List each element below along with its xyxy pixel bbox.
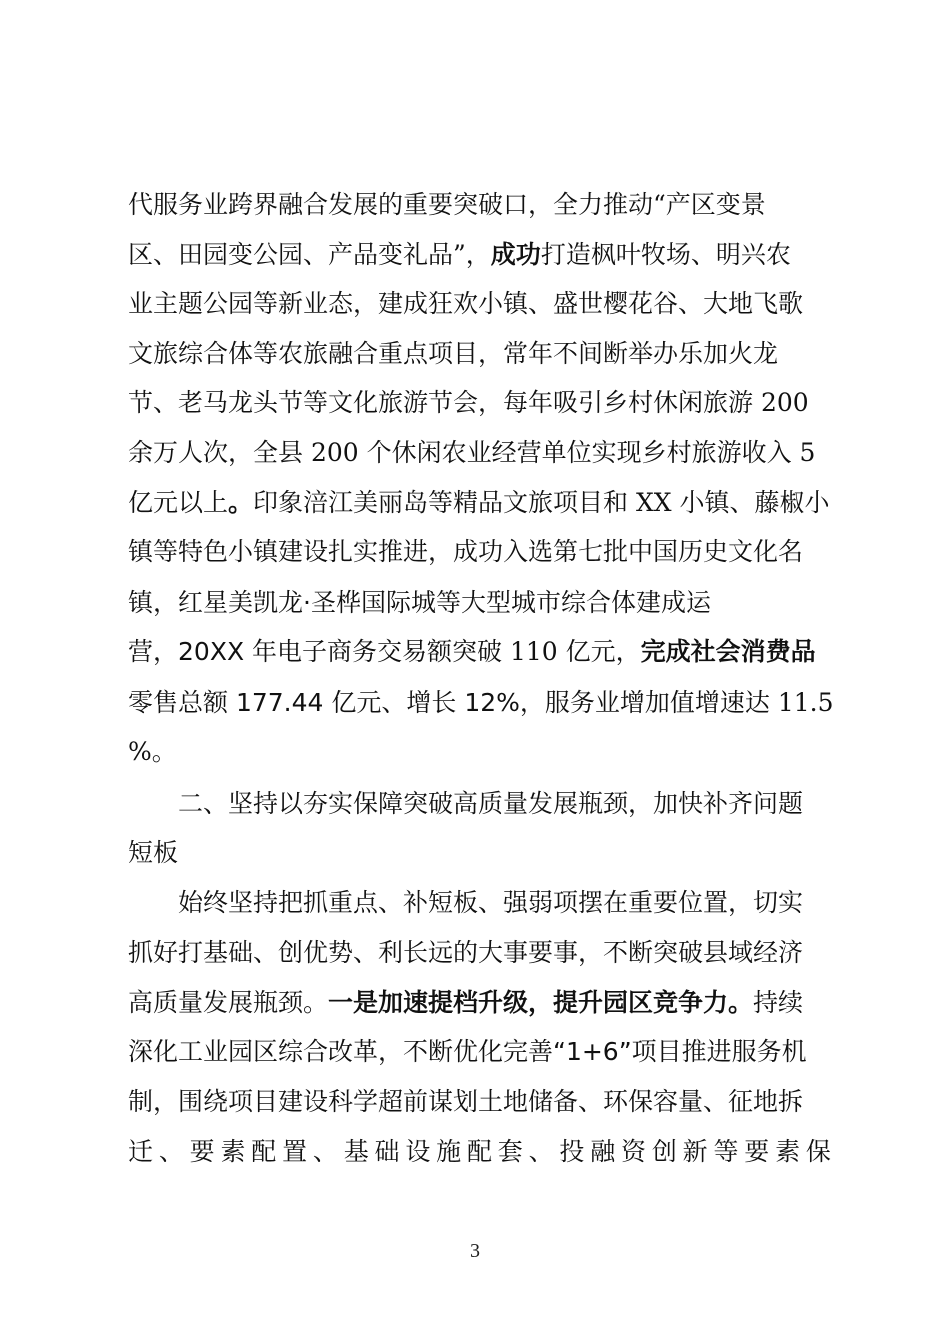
text-line: [128, 986, 803, 1020]
text-span: 余万人次，全县 200 个休闲农业经营单位实现乡村旅游收入 5: [128, 438, 816, 467]
text-char: 创: [651, 1137, 677, 1166]
text-span: 高质量发展瓶颈。: [128, 988, 329, 1017]
text-line: [128, 436, 815, 470]
text-span: 镇，红星美凯龙·圣桦国际城等大型城市综合体建成运: [128, 588, 711, 617]
bold-text-span: 完成社会消费品: [640, 637, 816, 666]
text-char: 等: [713, 1137, 739, 1166]
text-line: [128, 287, 803, 321]
heading-text: 二、坚持以夯实保障突破高质量发展瓶颈，加快补齐问题: [178, 789, 804, 818]
bold-text-span: 。: [228, 488, 254, 517]
text-char: 素: [775, 1137, 801, 1166]
text-char: 套: [497, 1137, 523, 1166]
text-char: 素: [220, 1137, 246, 1166]
text-char: 、: [528, 1137, 554, 1166]
bold-text-span: 成功: [490, 240, 541, 269]
text-span: 营，: [128, 637, 179, 666]
text-span: 节、老马龙头节等文化旅游节会，每年吸引乡村休闲旅游 200: [128, 388, 809, 417]
page-number: 3: [470, 1240, 480, 1262]
text-span: 抓好打基础、创优势、利长远的大事要事，不断突破县域经济: [128, 938, 804, 967]
text-span: 20XX 年: [178, 637, 278, 666]
text-line: [128, 635, 816, 669]
text-span: 区、田园变公园、产品变礼品”，: [128, 240, 491, 269]
text-line: [128, 1035, 807, 1069]
text-char: 新: [682, 1137, 708, 1166]
text-span: 持续: [753, 988, 804, 1017]
text-span: 始终坚持把抓重点、补短板、强弱项摆在重要位置，切实: [178, 888, 804, 917]
text-span: 镇等特色小镇建设扎实推进，成功入选第七批中国历史文化名: [128, 537, 804, 566]
text-span: 深化工业园区综合改革，不断优化完善“1+6”项目推进服务机: [128, 1037, 807, 1066]
text-line-justified: [128, 1135, 831, 1169]
text-line: [128, 386, 809, 420]
text-span: 制，围绕项目建设科学超前谋划土地储备、环保容量、征地拆: [128, 1087, 804, 1116]
text-char: 投: [559, 1137, 585, 1166]
text-line: [128, 188, 766, 222]
text-char: 保: [805, 1137, 831, 1166]
text-line: [128, 586, 711, 620]
text-char: 融: [590, 1137, 616, 1166]
text-char: 配: [466, 1137, 492, 1166]
text-line: [128, 486, 830, 520]
text-line: [178, 886, 803, 920]
text-char: 、: [158, 1137, 184, 1166]
text-line: [128, 238, 791, 272]
text-span: 零售总额 177.44 亿元、增长 12%: [128, 688, 520, 717]
text-span: 打造枫叶牧场、明兴农: [540, 240, 791, 269]
text-char: 、: [312, 1137, 338, 1166]
text-char: 资: [621, 1137, 647, 1166]
text-char: 设: [405, 1137, 431, 1166]
text-line: [128, 735, 177, 769]
text-char: 配: [251, 1137, 277, 1166]
bold-text-span: 一是加速提档升级，提升园区竞争力。: [328, 988, 754, 1017]
section-heading: [128, 836, 178, 870]
text-span: 电子商务交易额突破 110 亿元，: [277, 637, 641, 666]
section-heading: [178, 787, 803, 821]
text-char: 施: [436, 1137, 462, 1166]
text-span: 代服务业跨界融合发展的重要突破口，全力推动“产区变景: [128, 190, 766, 219]
text-char: 基: [343, 1137, 369, 1166]
text-span: 亿元以上: [128, 488, 229, 517]
text-char: 要: [189, 1137, 215, 1166]
text-span: ，服务业增加值增速达 11.5: [519, 688, 834, 717]
text-char: 迁: [128, 1137, 154, 1166]
text-line: [128, 686, 834, 720]
text-line: [128, 535, 803, 569]
text-line: [128, 337, 778, 371]
text-char: 要: [744, 1137, 770, 1166]
text-line: [128, 936, 803, 970]
text-span: %。: [128, 737, 177, 766]
text-span: 业主题公园等新业态，建成狂欢小镇、盛世樱花谷、大地飞歌: [128, 289, 804, 318]
text-line: [128, 1085, 803, 1119]
text-span: 文旅综合体等农旅融合重点项目，常年不间断举办乐加火龙: [128, 339, 779, 368]
heading-text: 短板: [128, 838, 179, 867]
text-span: 印象涪江美丽岛等精品文旅项目和 XX 小镇、藤椒小: [253, 488, 830, 517]
text-char: 置: [282, 1137, 308, 1166]
text-char: 础: [374, 1137, 400, 1166]
